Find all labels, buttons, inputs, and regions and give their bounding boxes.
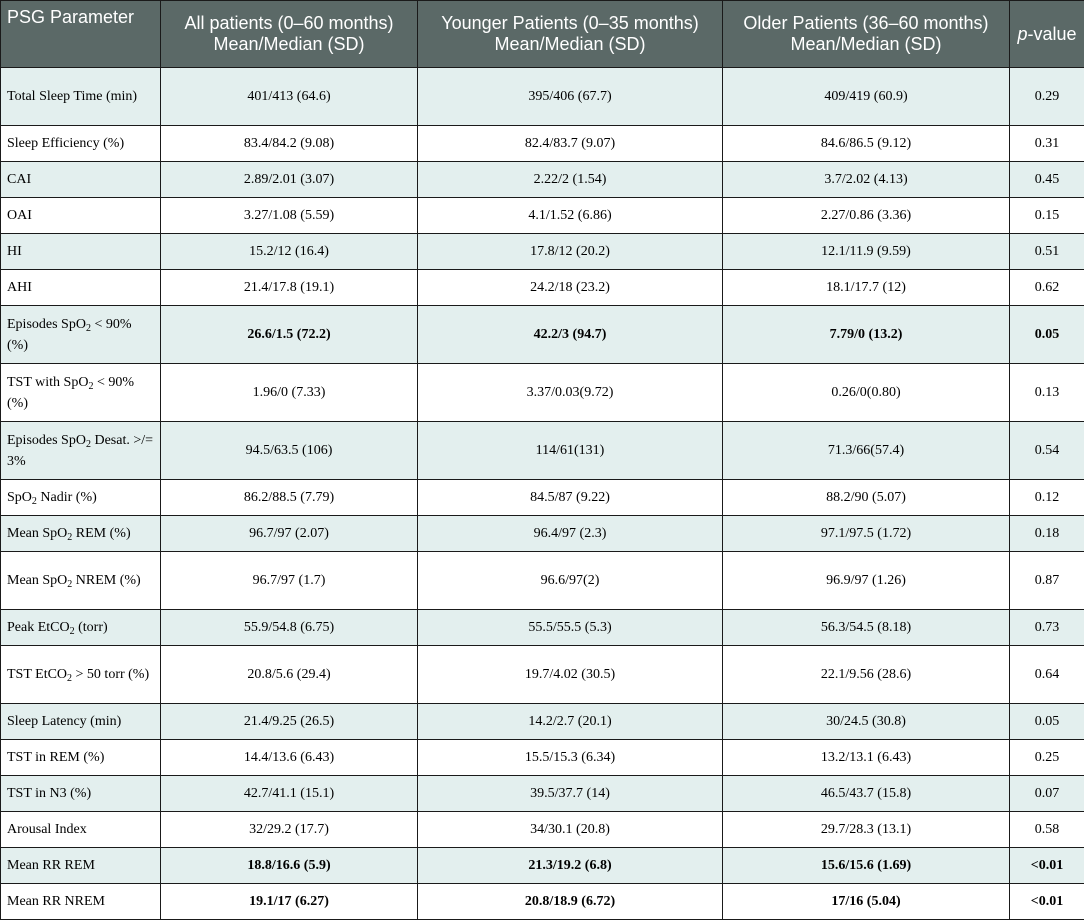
all-patients-cell: 19.1/17 (6.27) (161, 884, 418, 920)
all-patients-cell: 55.9/54.8 (6.75) (161, 610, 418, 646)
parameter-cell (1, 68, 161, 126)
all-patients-cell: 96.7/97 (1.7) (161, 552, 418, 610)
parameter-cell (1, 422, 161, 480)
table-row (1, 646, 1084, 704)
younger-patients-cell: 2.22/2 (1.54) (418, 162, 723, 198)
p-value-cell: 0.15 (1010, 198, 1084, 234)
parameter-cell (1, 306, 161, 364)
header-younger-patients: Younger Patients (0–35 months) Mean/Median (SD) (418, 1, 723, 68)
younger-patients-cell: 15.5/15.3 (6.34) (418, 740, 723, 776)
table-row (1, 516, 1084, 552)
younger-patients-cell: 84.5/87 (9.22) (418, 480, 723, 516)
parameter-label-suffix: Desat. >/= 3% (7, 433, 153, 469)
all-patients-cell: 26.6/1.5 (72.2) (161, 306, 418, 364)
table-row (1, 306, 1084, 364)
subscript: 2 (67, 579, 72, 590)
subscript: 2 (86, 323, 91, 334)
table-row (1, 126, 1084, 162)
parameter-cell (1, 480, 161, 516)
older-patients-cell: 409/419 (60.9) (723, 68, 1010, 126)
younger-patients-cell: 55.5/55.5 (5.3) (418, 610, 723, 646)
table-row (1, 422, 1084, 480)
older-patients-cell: 12.1/11.9 (9.59) (723, 234, 1010, 270)
parameter-cell (1, 610, 161, 646)
parameter-label: Episodes SpO (7, 317, 86, 332)
table-row (1, 270, 1084, 306)
table-row (1, 552, 1084, 610)
younger-patients-cell: 82.4/83.7 (9.07) (418, 126, 723, 162)
all-patients-cell: 20.8/5.6 (29.4) (161, 646, 418, 704)
parameter-label: Peak EtCO (7, 620, 70, 635)
all-patients-cell: 86.2/88.5 (7.79) (161, 480, 418, 516)
table-row (1, 480, 1084, 516)
parameter-cell (1, 162, 161, 198)
subscript: 2 (70, 626, 75, 637)
parameter-label: TST in REM (%) (7, 750, 104, 765)
younger-patients-cell: 19.7/4.02 (30.5) (418, 646, 723, 704)
parameter-cell (1, 646, 161, 704)
all-patients-cell: 21.4/9.25 (26.5) (161, 704, 418, 740)
older-patients-cell: 15.6/15.6 (1.69) (723, 848, 1010, 884)
parameter-cell (1, 552, 161, 610)
parameter-label: Arousal Index (7, 822, 87, 837)
older-patients-cell: 7.79/0 (13.2) (723, 306, 1010, 364)
p-value-cell: 0.12 (1010, 480, 1084, 516)
older-patients-cell: 46.5/43.7 (15.8) (723, 776, 1010, 812)
parameter-cell (1, 848, 161, 884)
p-value-cell: 0.64 (1010, 646, 1084, 704)
subscript: 2 (88, 381, 93, 392)
p-value-cell: 0.18 (1010, 516, 1084, 552)
table-row (1, 198, 1084, 234)
p-value-cell: 0.29 (1010, 68, 1084, 126)
older-patients-cell: 56.3/54.5 (8.18) (723, 610, 1010, 646)
header-p-suffix: -value (1027, 24, 1076, 44)
parameter-label: OAI (7, 208, 32, 223)
table-row (1, 610, 1084, 646)
younger-patients-cell: 114/61(131) (418, 422, 723, 480)
younger-patients-cell: 96.6/97(2) (418, 552, 723, 610)
parameter-label: HI (7, 244, 22, 259)
parameter-cell (1, 234, 161, 270)
parameter-label-suffix: > 50 torr (%) (72, 667, 149, 682)
older-patients-cell: 97.1/97.5 (1.72) (723, 516, 1010, 552)
parameter-label: Mean SpO (7, 526, 67, 541)
table-row (1, 234, 1084, 270)
subscript: 2 (67, 673, 72, 684)
older-patients-cell: 84.6/86.5 (9.12) (723, 126, 1010, 162)
all-patients-cell: 32/29.2 (17.7) (161, 812, 418, 848)
parameter-cell (1, 812, 161, 848)
subscript: 2 (67, 532, 72, 543)
older-patients-cell: 0.26/0(0.80) (723, 364, 1010, 422)
younger-patients-cell: 3.37/0.03(9.72) (418, 364, 723, 422)
p-value-cell: <0.01 (1010, 884, 1084, 920)
all-patients-cell: 15.2/12 (16.4) (161, 234, 418, 270)
parameter-cell (1, 198, 161, 234)
older-patients-cell: 88.2/90 (5.07) (723, 480, 1010, 516)
all-patients-cell: 2.89/2.01 (3.07) (161, 162, 418, 198)
parameter-cell (1, 364, 161, 422)
parameter-label: CAI (7, 172, 31, 187)
p-value-cell: 0.87 (1010, 552, 1084, 610)
header-all-patients: All patients (0–60 months) Mean/Median (SD) (161, 1, 418, 68)
parameter-label-suffix: < 90% (%) (7, 317, 132, 353)
parameter-label-suffix: REM (%) (72, 526, 130, 541)
all-patients-cell: 94.5/63.5 (106) (161, 422, 418, 480)
table-row (1, 776, 1084, 812)
subscript: 2 (86, 439, 91, 450)
older-patients-cell: 22.1/9.56 (28.6) (723, 646, 1010, 704)
p-value-cell: 0.58 (1010, 812, 1084, 848)
older-patients-cell: 29.7/28.3 (13.1) (723, 812, 1010, 848)
p-value-cell: 0.05 (1010, 306, 1084, 364)
p-value-cell: <0.01 (1010, 848, 1084, 884)
p-value-cell: 0.62 (1010, 270, 1084, 306)
table-row (1, 704, 1084, 740)
older-patients-cell: 13.2/13.1 (6.43) (723, 740, 1010, 776)
older-patients-cell: 3.7/2.02 (4.13) (723, 162, 1010, 198)
p-value-cell: 0.07 (1010, 776, 1084, 812)
table-row (1, 884, 1084, 920)
parameter-cell (1, 126, 161, 162)
younger-patients-cell: 96.4/97 (2.3) (418, 516, 723, 552)
p-value-cell: 0.25 (1010, 740, 1084, 776)
younger-patients-cell: 42.2/3 (94.7) (418, 306, 723, 364)
parameter-cell (1, 270, 161, 306)
p-value-cell: 0.31 (1010, 126, 1084, 162)
table-row (1, 162, 1084, 198)
younger-patients-cell: 34/30.1 (20.8) (418, 812, 723, 848)
header-row (1, 1, 1084, 68)
all-patients-cell: 14.4/13.6 (6.43) (161, 740, 418, 776)
header-p-value (1010, 1, 1084, 68)
parameter-label: AHI (7, 280, 32, 295)
parameter-label-suffix: NREM (%) (72, 573, 140, 588)
parameter-label-suffix: (torr) (75, 620, 108, 635)
parameter-label-suffix: Nadir (%) (37, 490, 97, 505)
table-row (1, 364, 1084, 422)
older-patients-cell: 17/16 (5.04) (723, 884, 1010, 920)
older-patients-cell: 18.1/17.7 (12) (723, 270, 1010, 306)
p-value-cell: 0.51 (1010, 234, 1084, 270)
parameter-label: Sleep Efficiency (%) (7, 136, 124, 151)
younger-patients-cell: 17.8/12 (20.2) (418, 234, 723, 270)
parameter-label: Mean RR REM (7, 858, 95, 873)
older-patients-cell: 71.3/66(57.4) (723, 422, 1010, 480)
parameter-label: Sleep Latency (min) (7, 714, 121, 729)
p-value-cell: 0.05 (1010, 704, 1084, 740)
older-patients-cell: 30/24.5 (30.8) (723, 704, 1010, 740)
parameter-label-suffix: < 90% (%) (7, 375, 134, 411)
parameter-label: TST with SpO (7, 375, 88, 390)
all-patients-cell: 96.7/97 (2.07) (161, 516, 418, 552)
parameter-cell (1, 884, 161, 920)
header-p-letter: p (1017, 24, 1027, 44)
parameter-label: Mean SpO (7, 573, 67, 588)
parameter-label: Total Sleep Time (min) (7, 89, 137, 104)
p-value-cell: 0.54 (1010, 422, 1084, 480)
parameter-cell (1, 740, 161, 776)
subscript: 2 (32, 496, 37, 507)
table-row (1, 812, 1084, 848)
older-patients-cell: 2.27/0.86 (3.36) (723, 198, 1010, 234)
table-row (1, 740, 1084, 776)
all-patients-cell: 401/413 (64.6) (161, 68, 418, 126)
table-row (1, 68, 1084, 126)
parameter-label: TST in N3 (%) (7, 786, 91, 801)
parameter-label: Episodes SpO (7, 433, 86, 448)
all-patients-cell: 1.96/0 (7.33) (161, 364, 418, 422)
parameter-label: Mean RR NREM (7, 894, 105, 909)
table-row (1, 848, 1084, 884)
parameter-label: SpO (7, 490, 32, 505)
header-older-patients: Older Patients (36–60 months) Mean/Median (SD) (723, 1, 1010, 68)
younger-patients-cell: 4.1/1.52 (6.86) (418, 198, 723, 234)
all-patients-cell: 21.4/17.8 (19.1) (161, 270, 418, 306)
younger-patients-cell: 20.8/18.9 (6.72) (418, 884, 723, 920)
parameter-cell (1, 516, 161, 552)
header-psg-parameter: PSG Parameter (1, 1, 161, 68)
younger-patients-cell: 21.3/19.2 (6.8) (418, 848, 723, 884)
all-patients-cell: 83.4/84.2 (9.08) (161, 126, 418, 162)
older-patients-cell: 96.9/97 (1.26) (723, 552, 1010, 610)
all-patients-cell: 42.7/41.1 (15.1) (161, 776, 418, 812)
parameter-cell (1, 776, 161, 812)
younger-patients-cell: 395/406 (67.7) (418, 68, 723, 126)
parameter-label: TST EtCO (7, 667, 67, 682)
parameter-cell (1, 704, 161, 740)
younger-patients-cell: 24.2/18 (23.2) (418, 270, 723, 306)
p-value-cell: 0.73 (1010, 610, 1084, 646)
p-value-cell: 0.13 (1010, 364, 1084, 422)
p-value-cell: 0.45 (1010, 162, 1084, 198)
all-patients-cell: 18.8/16.6 (5.9) (161, 848, 418, 884)
all-patients-cell: 3.27/1.08 (5.59) (161, 198, 418, 234)
younger-patients-cell: 39.5/37.7 (14) (418, 776, 723, 812)
younger-patients-cell: 14.2/2.7 (20.1) (418, 704, 723, 740)
